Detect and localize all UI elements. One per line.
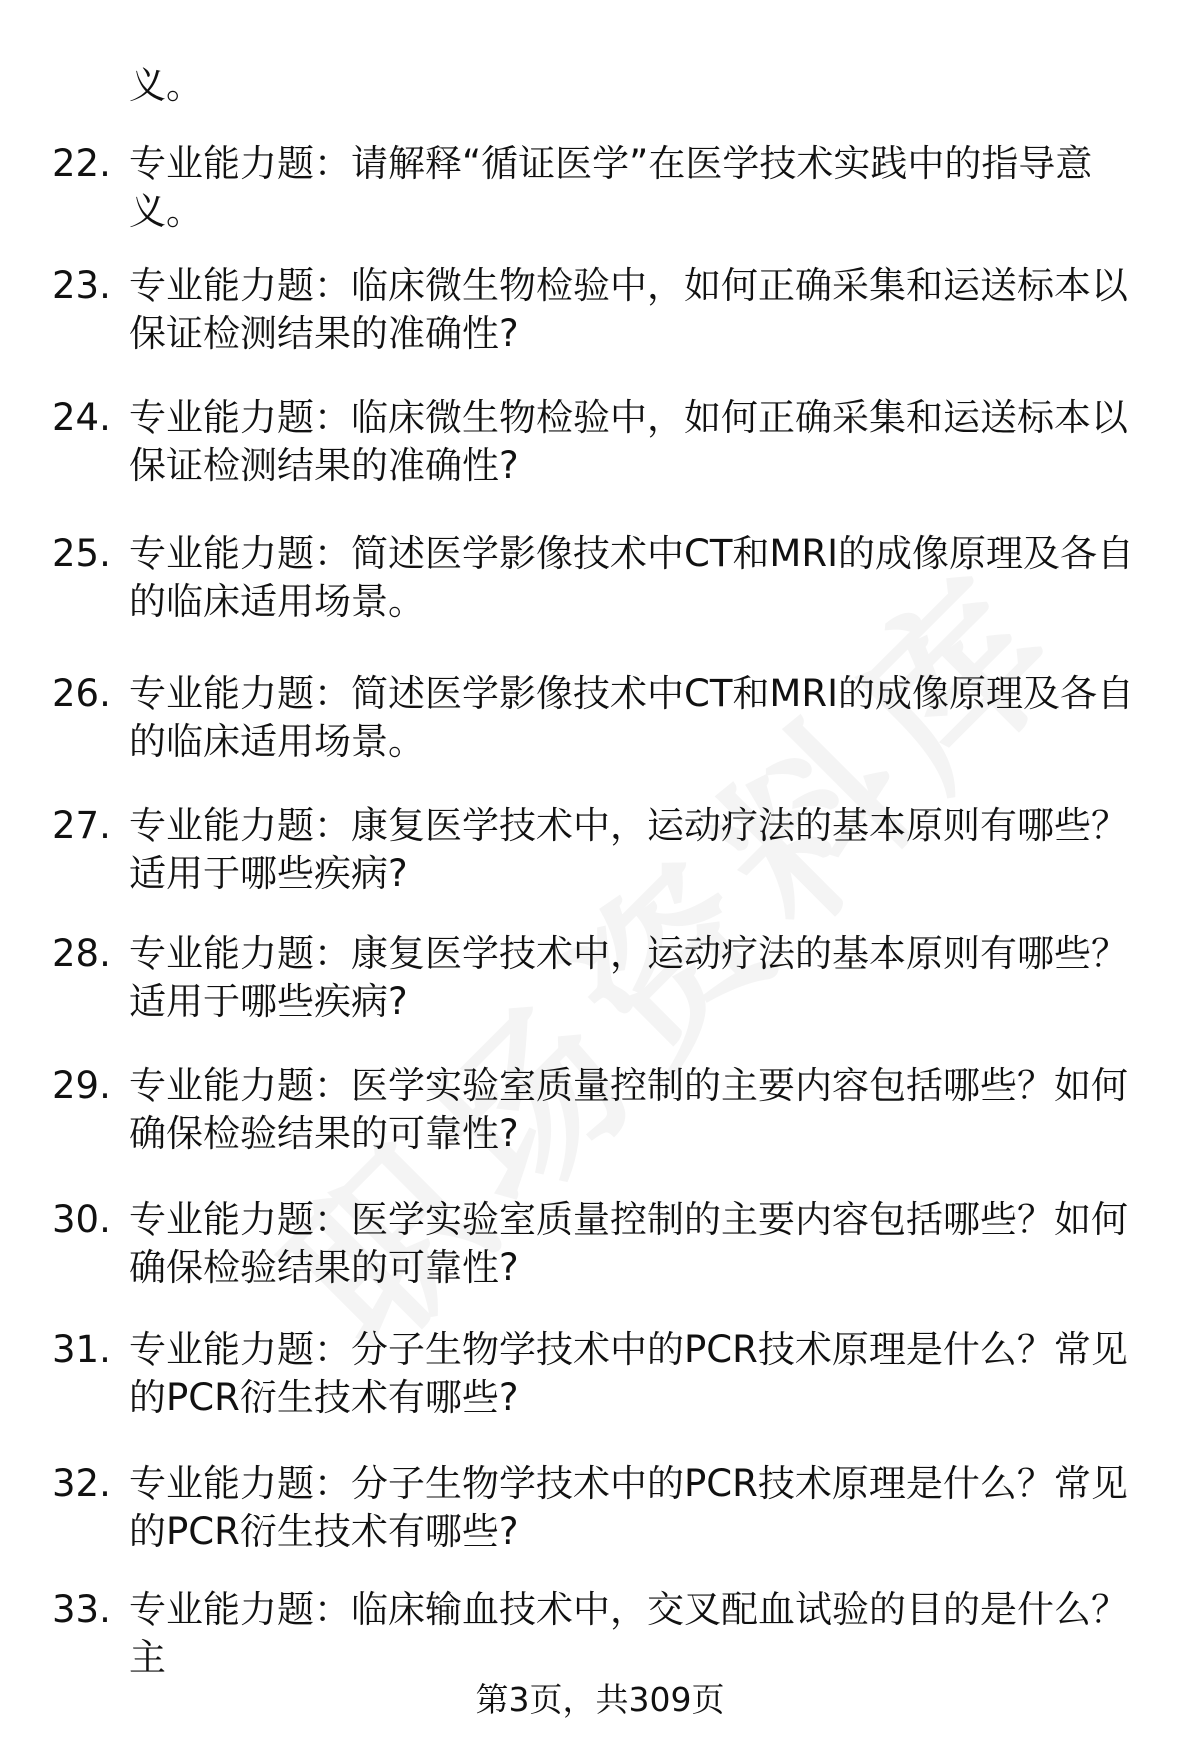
item-text: 专业能力题：临床输血技术中，交叉配血试验的目的是什么？主 <box>129 1588 1128 1679</box>
continued-text: 义。 <box>129 64 203 107</box>
item-text: 专业能力题：医学实验室质量控制的主要内容包括哪些？如何确保检验结果的可靠性? <box>129 1198 1128 1289</box>
item-number: 25. <box>52 532 111 575</box>
item-text: 专业能力题：分子生物学技术中的PCR技术原理是什么？常见的PCR衍生技术有哪些? <box>129 1328 1128 1419</box>
item-text: 专业能力题：医学实验室质量控制的主要内容包括哪些？如何确保检验结果的可靠性? <box>129 1064 1128 1155</box>
item-text: 专业能力题：康复医学技术中，运动疗法的基本原则有哪些？适用于哪些疾病? <box>129 932 1128 1023</box>
item-number: 27. <box>52 804 111 847</box>
item-text: 专业能力题：简述医学影像技术中CT和MRI的成像原理及各自的临床适用场景。 <box>129 532 1134 623</box>
item-number: 33. <box>52 1588 111 1631</box>
item-number: 30. <box>52 1198 111 1241</box>
item-text: 专业能力题：临床微生物检验中，如何正确采集和运送标本以保证检测结果的准确性? <box>129 264 1128 355</box>
item-number: 22. <box>52 142 111 185</box>
page-footer: 第3页，共309页 <box>475 1680 725 1719</box>
item-text: 专业能力题：临床微生物检验中，如何正确采集和运送标本以保证检测结果的准确性? <box>129 396 1128 487</box>
item-number: 26. <box>52 672 111 715</box>
item-text: 专业能力题：康复医学技术中，运动疗法的基本原则有哪些？适用于哪些疾病? <box>129 804 1128 895</box>
item-number: 28. <box>52 932 111 975</box>
item-text: 专业能力题：分子生物学技术中的PCR技术原理是什么？常见的PCR衍生技术有哪些? <box>129 1462 1128 1553</box>
item-number: 31. <box>52 1328 111 1371</box>
item-number: 24. <box>52 396 111 439</box>
item-number: 29. <box>52 1064 111 1107</box>
item-text: 专业能力题：简述医学影像技术中CT和MRI的成像原理及各自的临床适用场景。 <box>129 672 1134 763</box>
item-text: 专业能力题：请解释“循证医学”在医学技术实践中的指导意义。 <box>129 142 1093 233</box>
item-number: 23. <box>52 264 111 307</box>
item-number: 32. <box>52 1462 111 1505</box>
